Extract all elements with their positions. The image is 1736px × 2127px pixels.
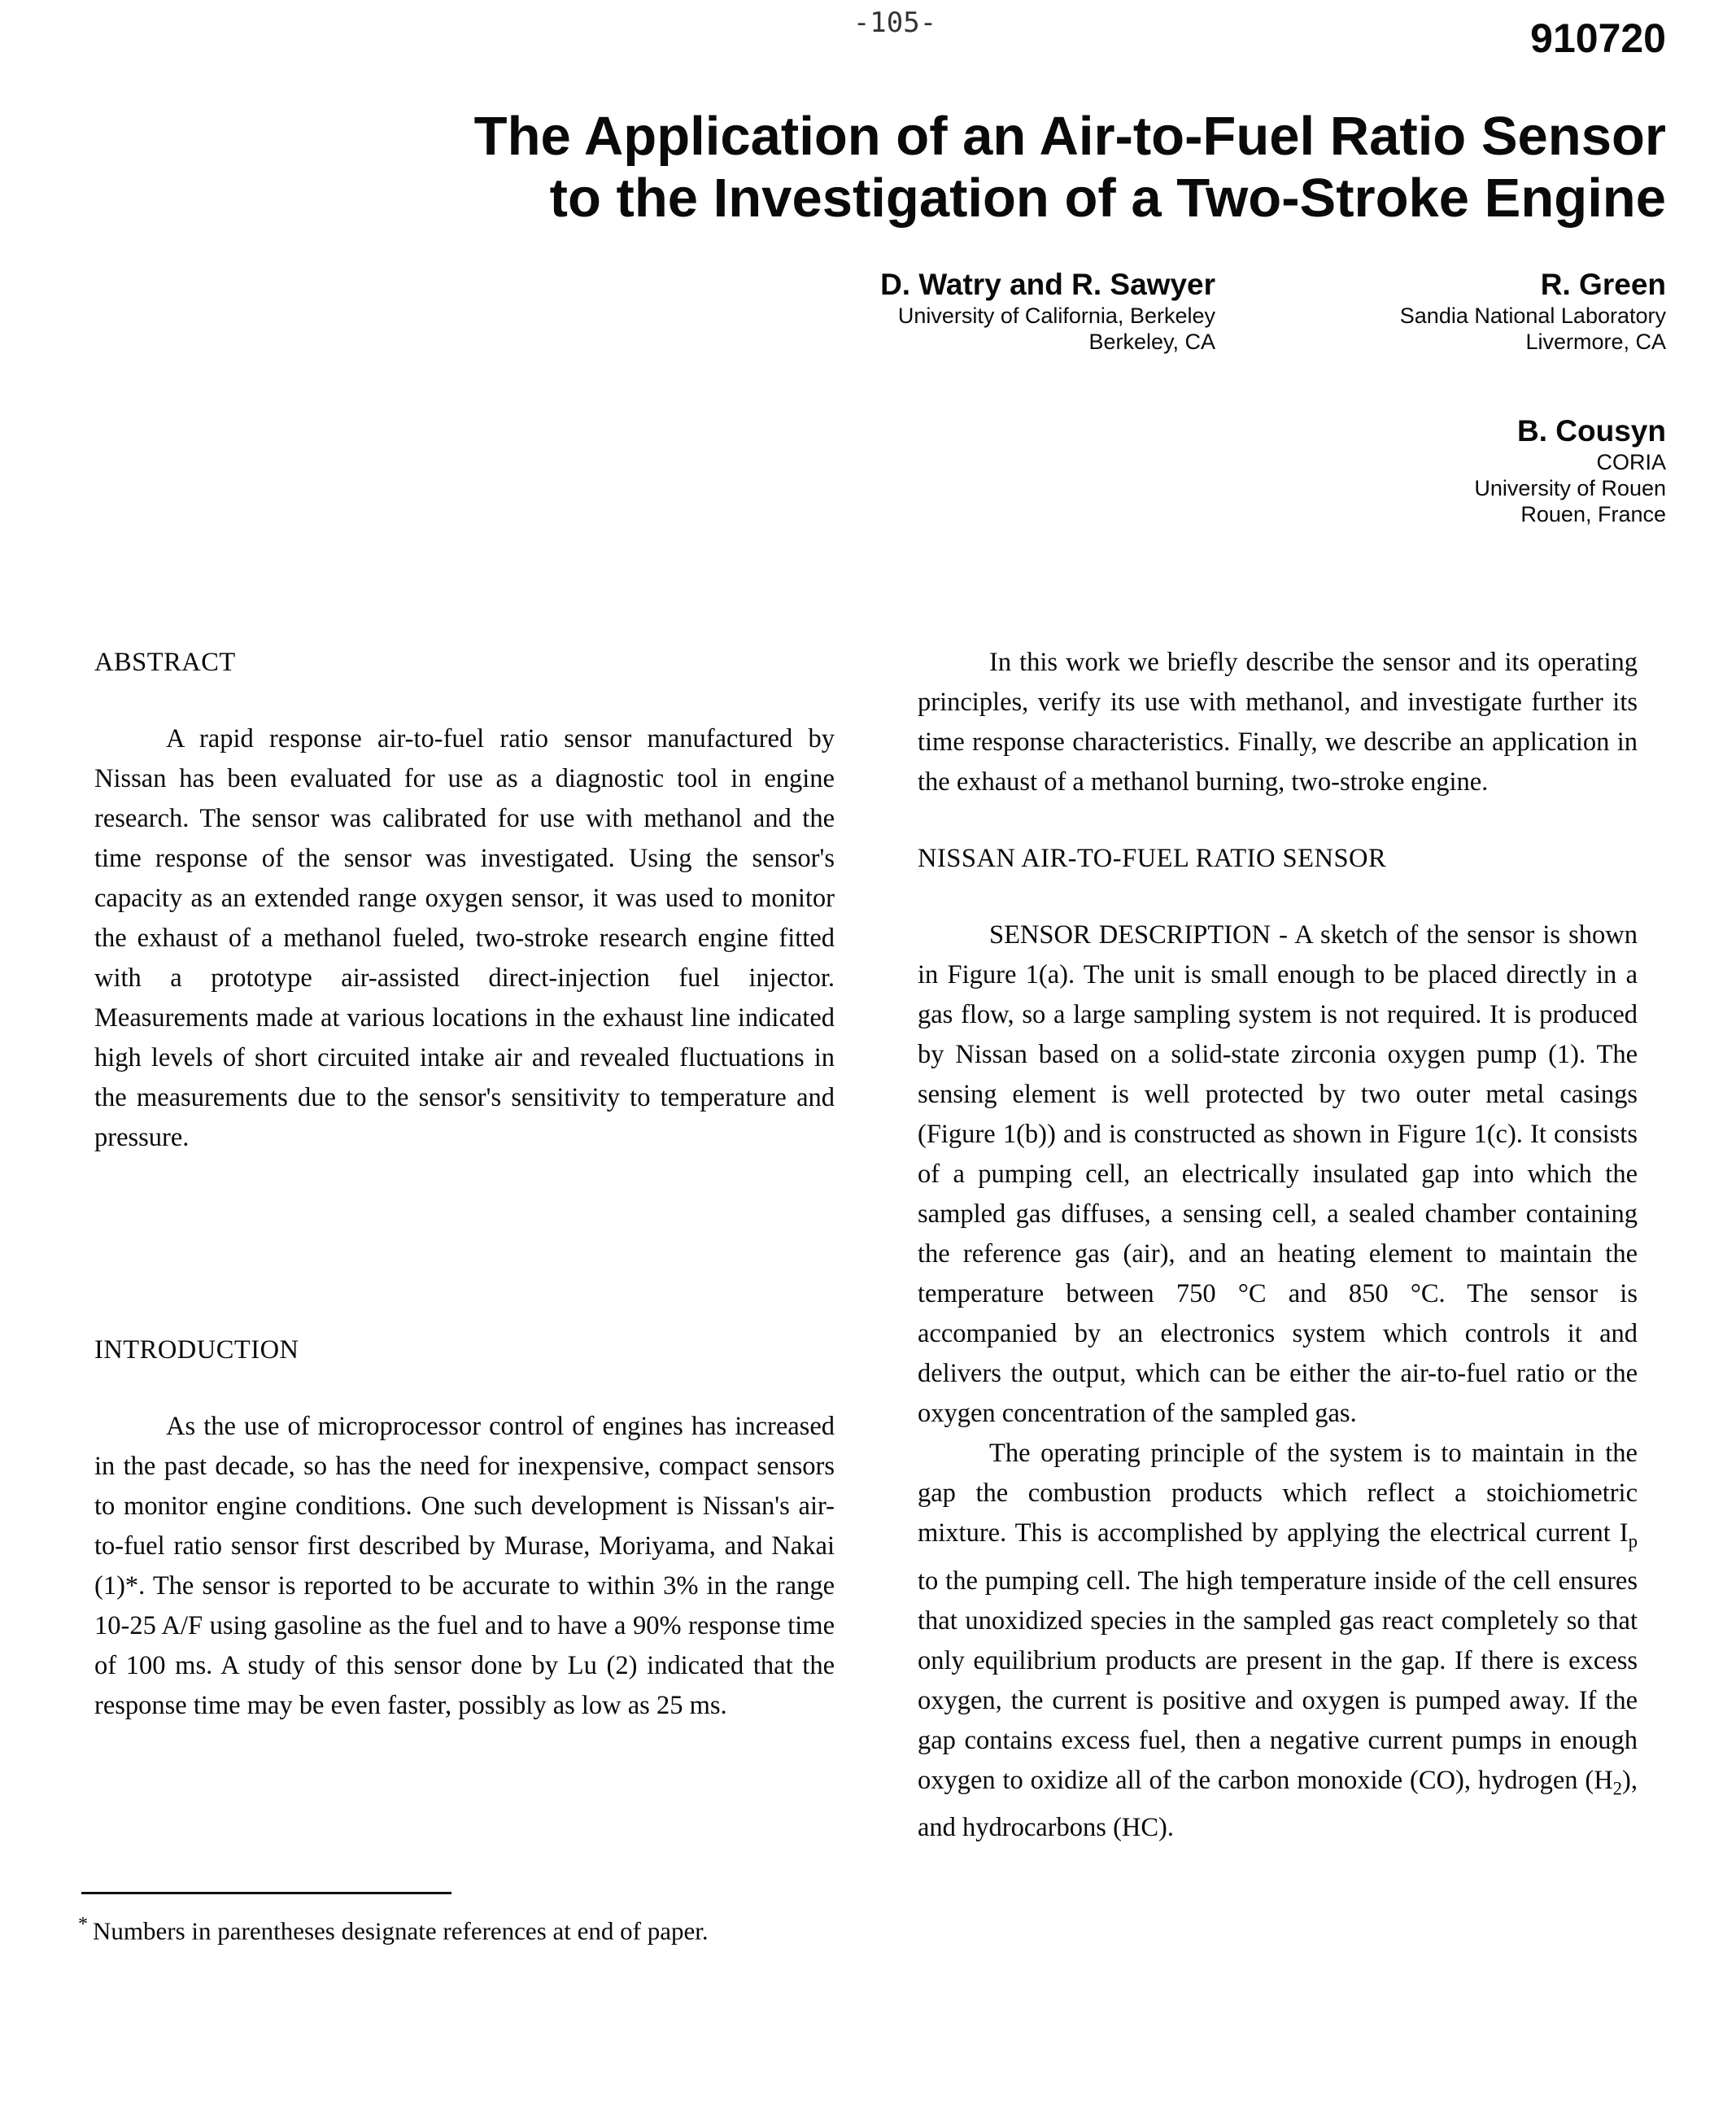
author-affiliation: Sandia National Laboratory: [1399, 304, 1666, 328]
introduction-heading: INTRODUCTION: [94, 1335, 299, 1365]
footnote-mark: *: [78, 1914, 88, 1935]
author-block-watry-sawyer: [695, 267, 1215, 355]
footnote: [78, 1906, 835, 1950]
right-column: [918, 643, 1638, 1848]
operating-principle-text-3: ), and hydrocarbons (HC).: [918, 1765, 1638, 1842]
hydrogen-subscript: 2: [1612, 1778, 1623, 1798]
current-subscript: p: [1628, 1531, 1638, 1552]
author-affiliation: University of Rouen: [1474, 476, 1666, 500]
author-name: B. Cousyn: [1517, 414, 1666, 448]
author-name: D. Watry and R. Sawyer: [880, 268, 1215, 301]
introduction-text: As the use of microprocessor control of engines has increased in the past decade, so has the need for inexpensive, compact sensors to monitor engine conditions. One such development is Nissan's air-to-fuel ratio sensor first described by Murase, Moriyama, and Nakai (1)*. The sensor is reported to be accurate to within 3% in the range 10-25 A/F using gasoline as the fuel and to have a 90% response time of 100 ms. A study of this sensor done by Lu (2) indicated that the response time may be even faster, possibly as low as 25 ms.: [94, 1412, 835, 1720]
introduction-continued-text: In this work we briefly describe the sensor and its operating principles, verify its use with methanol, and investigate further its time response characteristics. Finally, we describe an application in the exhaust of a methanol burning, two-stroke engine.: [918, 648, 1638, 797]
sensor-description-text: - A sketch of the sensor is shown in Figure 1(a). The unit is small enough to be placed directly in a gas flow, so a large sampling system is not required. It is produced by Nissan based on a solid-state zirconia oxygen pump (1). The sensing element is well protected by two outer metal casings (Figure 1(b)) and is constructed as shown in Figure 1(c). It consists of a pumping cell, an electrically insulated gap into which the sampled gas diffuses, a sensing cell, a sealed chamber containing the reference gas (air), and an heating element to maintain the temperature between 750 °C and 850 °C. The sensor is accompanied by an electronics system which controls it and delivers the output, which can be either the air-to-fuel ratio or the oxygen concentration of the sampled gas.: [918, 920, 1638, 1428]
abstract-section: [94, 643, 835, 1158]
author-block-green: [1243, 267, 1666, 355]
abstract-heading: ABSTRACT: [94, 648, 236, 677]
author-location: Rouen, France: [1520, 502, 1666, 526]
sensor-description-label: SENSOR DESCRIPTION: [989, 920, 1271, 950]
footnote-text: Numbers in parentheses designate references at end of paper.: [93, 1916, 709, 1946]
author-name: R. Green: [1540, 268, 1666, 301]
introduction-section: [94, 1330, 835, 1726]
author-block-cousyn: [1243, 413, 1666, 527]
author-affiliation: University of California, Berkeley: [897, 304, 1215, 328]
paper-title: [244, 106, 1666, 229]
paper-number: 910720: [1530, 15, 1666, 61]
sensor-description-paragraph: [918, 915, 1638, 1434]
abstract-text: A rapid response air-to-fuel ratio sensor manufactured by Nissan has been evaluated for use as a diagnostic tool in engine research. The sensor was calibrated for use with methanol and the time response of the sensor was investigated. Using the sensor's capacity as an extended range oxygen sensor, it was used to monitor the exhaust of a methanol fueled, two-stroke research engine fitted with a prototype air-assisted direct-injection fuel injector. Measurements made at various locations in the exhaust line indicated high levels of short circuited intake air and revealed fluctuations in the measurements due to the sensor's sensitivity to temperature and pressure.: [94, 724, 835, 1152]
page-number: -105-: [853, 7, 937, 39]
author-affiliation: CORIA: [1596, 450, 1666, 474]
title-line-1: The Application of an Air-to-Fuel Ratio Sensor: [473, 106, 1666, 167]
footnote-divider: [81, 1892, 451, 1894]
operating-principle-paragraph: [918, 1434, 1638, 1848]
sensor-section-heading: NISSAN AIR-TO-FUEL RATIO SENSOR: [918, 844, 1387, 873]
operating-principle-text-2: to the pumping cell. The high temperature inside of the cell ensures that unoxidized species in the sampled gas react completely so that only equilibrium products are present in the gap. If there is excess oxygen, the current is positive and oxygen is pumped away. If the gap contains excess fuel, then a negative current pumps in enough oxygen to oxidize all of the carbon monoxide (CO), hydrogen (H: [918, 1566, 1638, 1795]
author-location: Livermore, CA: [1525, 330, 1666, 354]
operating-principle-text-1: The operating principle of the system is to maintain in the gap the combustion products which reflect a stoichiometric mixture. This is accomplished by applying the electrical current I: [918, 1439, 1638, 1548]
author-location: Berkeley, CA: [1088, 330, 1215, 354]
title-line-2: to the Investigation of a Two-Stroke Engine: [549, 168, 1666, 229]
